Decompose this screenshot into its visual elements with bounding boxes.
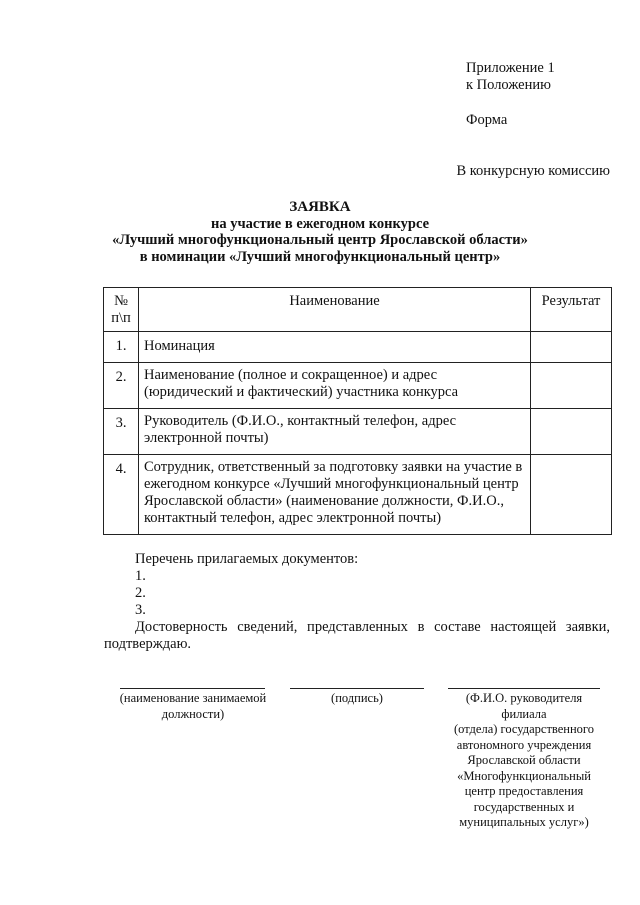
document-item: 2.: [135, 585, 146, 601]
application-table: [103, 287, 612, 535]
confirmation-line: Достоверность сведений, представленных в составе настоящей заявки,: [135, 619, 610, 635]
confirmation-line: подтверждаю.: [104, 636, 192, 652]
caption-line: (Ф.И.О. руководителя: [465, 691, 583, 705]
appendix-reference: к Положению: [466, 77, 551, 93]
heading-line: на участие в ежегодном конкурсе: [210, 215, 430, 232]
document-item: 3.: [135, 602, 146, 618]
form-label: Форма: [466, 112, 508, 128]
caption-line: автономного учреждения: [456, 737, 592, 752]
head-name-caption: [440, 691, 608, 831]
row-result[interactable]: [531, 363, 612, 409]
caption-line: муниципальных услуг»): [459, 815, 589, 829]
table-row: [104, 363, 612, 409]
caption-line: (наименование занимаемой: [119, 691, 267, 705]
row-number: 1.: [104, 332, 139, 363]
row-name: Номинация: [139, 332, 531, 363]
document-title: ЗАЯВКА: [289, 199, 351, 215]
caption-line: должности): [161, 706, 225, 721]
row-number: 2.: [104, 363, 139, 409]
number-column-header: [104, 288, 139, 332]
row-result[interactable]: [531, 332, 612, 363]
document-item: 1.: [135, 568, 146, 584]
signature-caption: (подпись): [331, 691, 383, 705]
appendix-line: Приложение 1: [466, 60, 555, 76]
table-row: [104, 332, 612, 363]
row-number: 3.: [104, 409, 139, 455]
caption-line: филиала: [501, 706, 547, 721]
position-caption: [108, 691, 278, 722]
caption-line: Ярославской области: [467, 753, 581, 767]
addressee: В конкурсную комиссию: [456, 163, 610, 179]
appendix-block: [466, 60, 555, 129]
table-row: [104, 409, 612, 455]
result-column-header: Результат: [531, 288, 612, 332]
document-heading: [70, 199, 570, 265]
table-header-row: [104, 288, 612, 332]
row-result[interactable]: [531, 455, 612, 535]
caption-line: «Многофункциональный: [457, 768, 591, 783]
number-header-line: №: [114, 293, 128, 309]
table-row: [104, 455, 612, 535]
row-name: Руководитель (Ф.И.О., контактный телефон, адрес электронной почты): [139, 409, 531, 455]
caption-line: (отдела) государственного: [454, 722, 594, 736]
row-result[interactable]: [531, 409, 612, 455]
attached-documents: [104, 551, 610, 653]
position-signature-line: [120, 688, 265, 689]
number-header-line: п\п: [111, 310, 131, 326]
row-name: Наименование (полное и сокращенное) и адрес (юридический и фактический) участника конкурса: [139, 363, 531, 409]
signature-line: [290, 688, 424, 689]
row-name: Сотрудник, ответственный за подготовку заявки на участие в ежегодном конкурсе «Лучший многофункциональный центр Ярославской области» (наименование должности, Ф.И.О., контактный телефон, адрес электронной почты): [139, 455, 531, 535]
caption-line: государственных и: [473, 799, 575, 814]
name-column-header: Наименование: [139, 288, 531, 332]
name-signature-line: [448, 688, 600, 689]
heading-line: «Лучший многофункциональный центр Ярославской области»: [112, 232, 528, 248]
row-number: 4.: [104, 455, 139, 535]
caption-line: центр предоставления: [464, 784, 584, 798]
heading-line: в номинации «Лучший многофункциональный центр»: [139, 248, 501, 265]
documents-heading: Перечень прилагаемых документов:: [135, 551, 359, 567]
